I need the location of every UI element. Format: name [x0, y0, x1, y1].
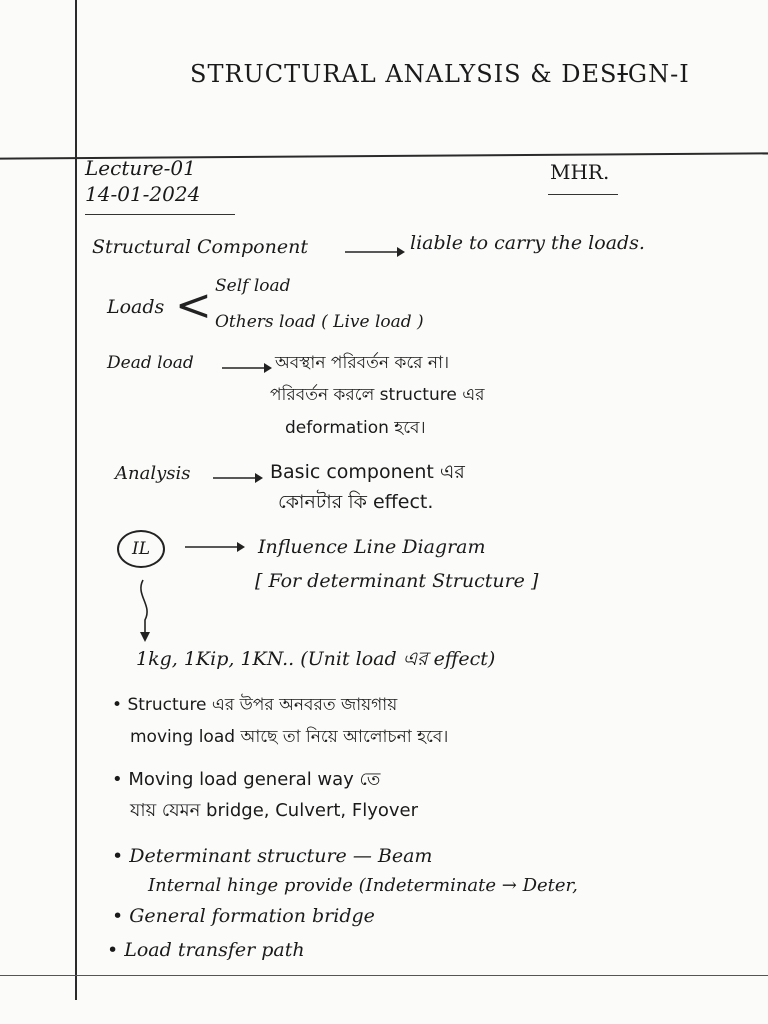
author-initials: MHR.: [550, 160, 610, 184]
less-than-brace-icon: <: [175, 280, 212, 331]
il-circle: [117, 530, 165, 568]
margin-line: [75, 0, 77, 1000]
analysis-label: Analysis: [115, 463, 191, 484]
bullet-4: • General formation bridge: [112, 905, 375, 927]
arrow-icon: [345, 246, 405, 258]
arrow-icon: [222, 362, 272, 374]
il-def-2: [ For determinant Structure ]: [255, 570, 539, 592]
dead-load-def-1: অবস্থান পরিবর্তন করে না।: [275, 353, 450, 373]
bullet-3-line-2: Internal hinge provide (Indeterminate → Deter,: [148, 875, 578, 896]
lecture-number: Lecture-01: [85, 156, 196, 180]
bullet-3-line-1: • Determinant structure — Beam: [112, 845, 433, 867]
analysis-def-1: Basic component এর: [270, 461, 465, 483]
bottom-rule: [0, 975, 768, 976]
bullet-1-line-1: • Structure এর উপর অনবরত জায়গায়: [112, 695, 398, 715]
il-def-1: Influence Line Diagram: [258, 536, 486, 558]
loads-label: Loads: [107, 296, 165, 318]
analysis-def-2: কোনটার কি effect.: [278, 491, 434, 513]
dead-load-label: Dead load: [107, 353, 194, 373]
bullet-5: • Load transfer path: [107, 939, 305, 961]
bullet-2-line-1: • Moving load general way তে: [112, 769, 381, 790]
lecture-date: 14-01-2024: [85, 182, 201, 206]
initials-underline: [548, 194, 618, 195]
others-load-text: Others load ( Live load ): [215, 312, 424, 332]
date-underline: [85, 214, 235, 215]
arrow-icon: [213, 472, 263, 484]
page-title: STRUCTURAL ANALYSIS & DESIGN-I: [190, 60, 690, 88]
dead-load-def-2: পরিবর্তন করলে structure এর: [270, 385, 485, 405]
self-load-text: Self load: [215, 276, 291, 296]
down-arrow-icon: [135, 580, 159, 642]
bullet-1-line-2: moving load আছে তা নিয়ে আলোচনা হবে।: [130, 727, 449, 747]
dead-load-def-3: deformation হবে।: [285, 418, 426, 438]
units-text: 1kg, 1Kip, 1KN.. (Unit load এর effect): [136, 648, 496, 670]
structural-component-label: Structural Component: [92, 236, 308, 258]
bullet-2-line-2: যায় যেমন bridge, Culvert, Flyover: [130, 800, 418, 821]
il-label: IL: [131, 539, 150, 559]
arrow-icon: [185, 541, 245, 553]
structural-component-definition: liable to carry the loads.: [410, 232, 645, 254]
